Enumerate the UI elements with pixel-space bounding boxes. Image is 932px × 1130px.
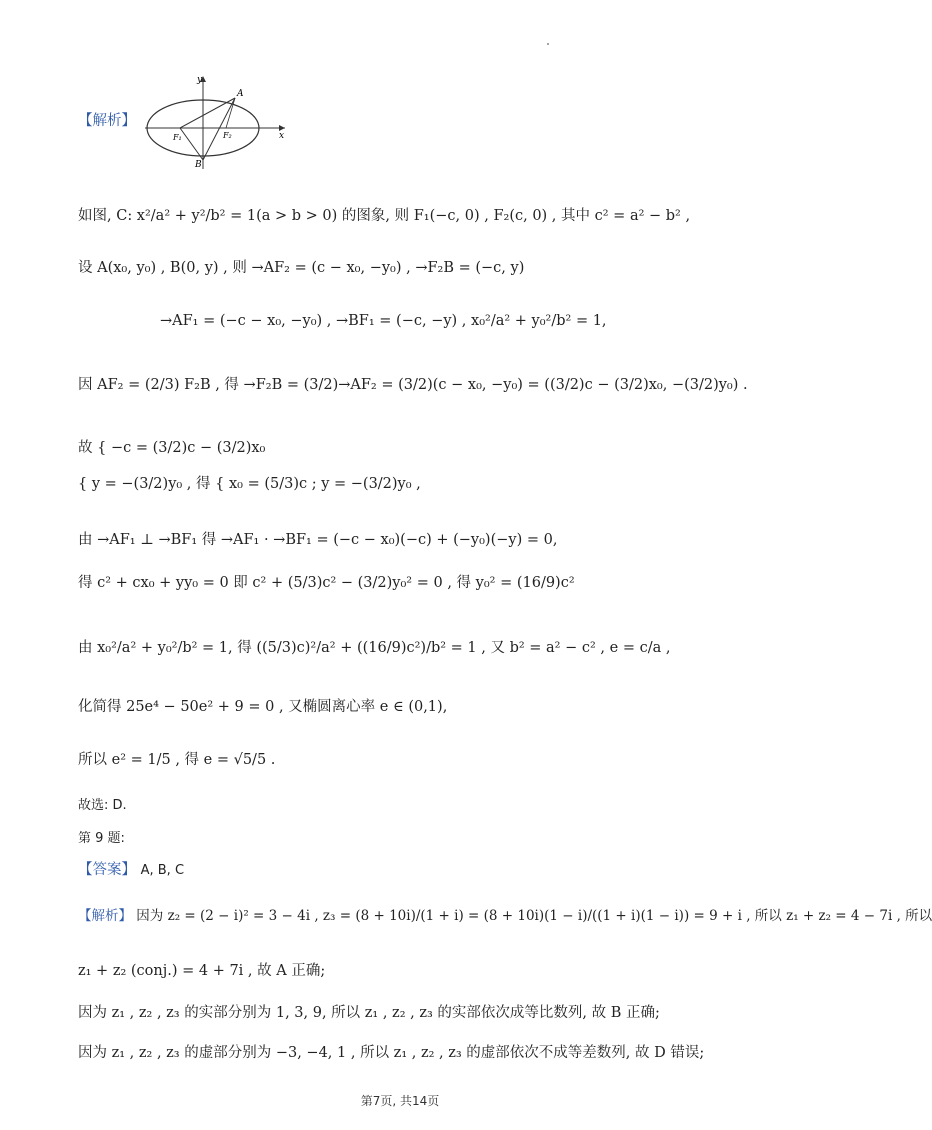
- text-line: 所以 e² = 1/5 , 得 e = √5/5 .: [78, 752, 276, 768]
- x-axis-label: x: [279, 131, 285, 141]
- point-b-label: B: [195, 160, 202, 170]
- analysis-tag: 【解析】: [78, 113, 136, 129]
- page-footer: 第7页, 共14页: [360, 1094, 440, 1108]
- question-number: 第 9 题:: [78, 831, 125, 846]
- text-line: 得 c² + cx₀ + yy₀ = 0 即 c² + (5/3)c² − (3/2)y₀² = 0 , 得 y₀² = (16/9)c²: [78, 575, 575, 591]
- text-line: 因 AF₂ = (2/3) F₂B , 得 →F₂B = (3/2)→AF₂ = (3/2)(c − x₀, −y₀) = ((3/2)c − (3/2)x₀, −(3/2)y₀) .: [78, 377, 748, 393]
- ellipse-figure: [145, 74, 295, 169]
- analysis-text: 因为 z₂ = (2 − i)² = 3 − 4i , z₃ = (8 + 10i)/(1 + i) = (8 + 10i)(1 − i)/((1 + i)(1 − i)) = 9 + i , 所以 z₁ + z₂ = 4 − 7i , 所以: [136, 908, 932, 924]
- analysis-row: [78, 906, 932, 926]
- y-axis-label: y: [197, 75, 203, 85]
- answer-value: A, B, C: [140, 863, 185, 878]
- analysis-tag-2: 【解析】: [78, 908, 132, 924]
- text-line: 设 A(x₀, y₀) , B(0, y) , 则 →AF₂ = (c − x₀, −y₀) , →F₂B = (−c, y): [78, 260, 525, 276]
- text-line: 因为 z₁ , z₂ , z₃ 的实部分别为 1, 3, 9, 所以 z₁ , z₂ , z₃ 的实部依次成等比数列, 故 B 正确;: [78, 1005, 660, 1021]
- text-line: 如图, C: x²/a² + y²/b² = 1(a > b > 0) 的图象, 则 F₁(−c, 0) , F₂(c, 0) , 其中 c² = a² − b² ,: [78, 208, 691, 224]
- text-line: 故 { −c = (3/2)c − (3/2)x₀: [78, 440, 266, 456]
- text-line: 化简得 25e⁴ − 50e² + 9 = 0 , 又椭圆离心率 e ∈ (0,1),: [78, 699, 448, 715]
- text-line: 因为 z₁ , z₂ , z₃ 的虚部分别为 −3, −4, 1 , 所以 z₁ , z₂ , z₃ 的虚部依次不成等差数列, 故 D 错误;: [78, 1045, 705, 1061]
- text-line: 故选: D.: [78, 798, 127, 813]
- point-a-label: A: [237, 89, 244, 99]
- text-line: z₁ + z₂ (conj.) = 4 + 7i , 故 A 正确;: [78, 963, 326, 979]
- answer-tag: 【答案】: [78, 862, 136, 878]
- text-line: 由 →AF₁ ⊥ →BF₁ 得 →AF₁ · →BF₁ = (−c − x₀)(−c) + (−y₀)(−y) = 0,: [78, 532, 558, 548]
- text-line: →AF₁ = (−c − x₀, −y₀) , →BF₁ = (−c, −y) , x₀²/a² + y₀²/b² = 1,: [160, 313, 607, 329]
- focus-2-label: F₂: [223, 131, 232, 140]
- speck: [547, 43, 549, 45]
- focus-1-label: F₁: [173, 133, 182, 142]
- answer-row: [78, 860, 184, 881]
- text-line: { y = −(3/2)y₀ , 得 { x₀ = (5/3)c ; y = −(3/2)y₀ ,: [78, 476, 421, 492]
- text-line: 由 x₀²/a² + y₀²/b² = 1, 得 ((5/3)c)²/a² + ((16/9)c²)/b² = 1 , 又 b² = a² − c² , e = c/a ,: [78, 640, 671, 656]
